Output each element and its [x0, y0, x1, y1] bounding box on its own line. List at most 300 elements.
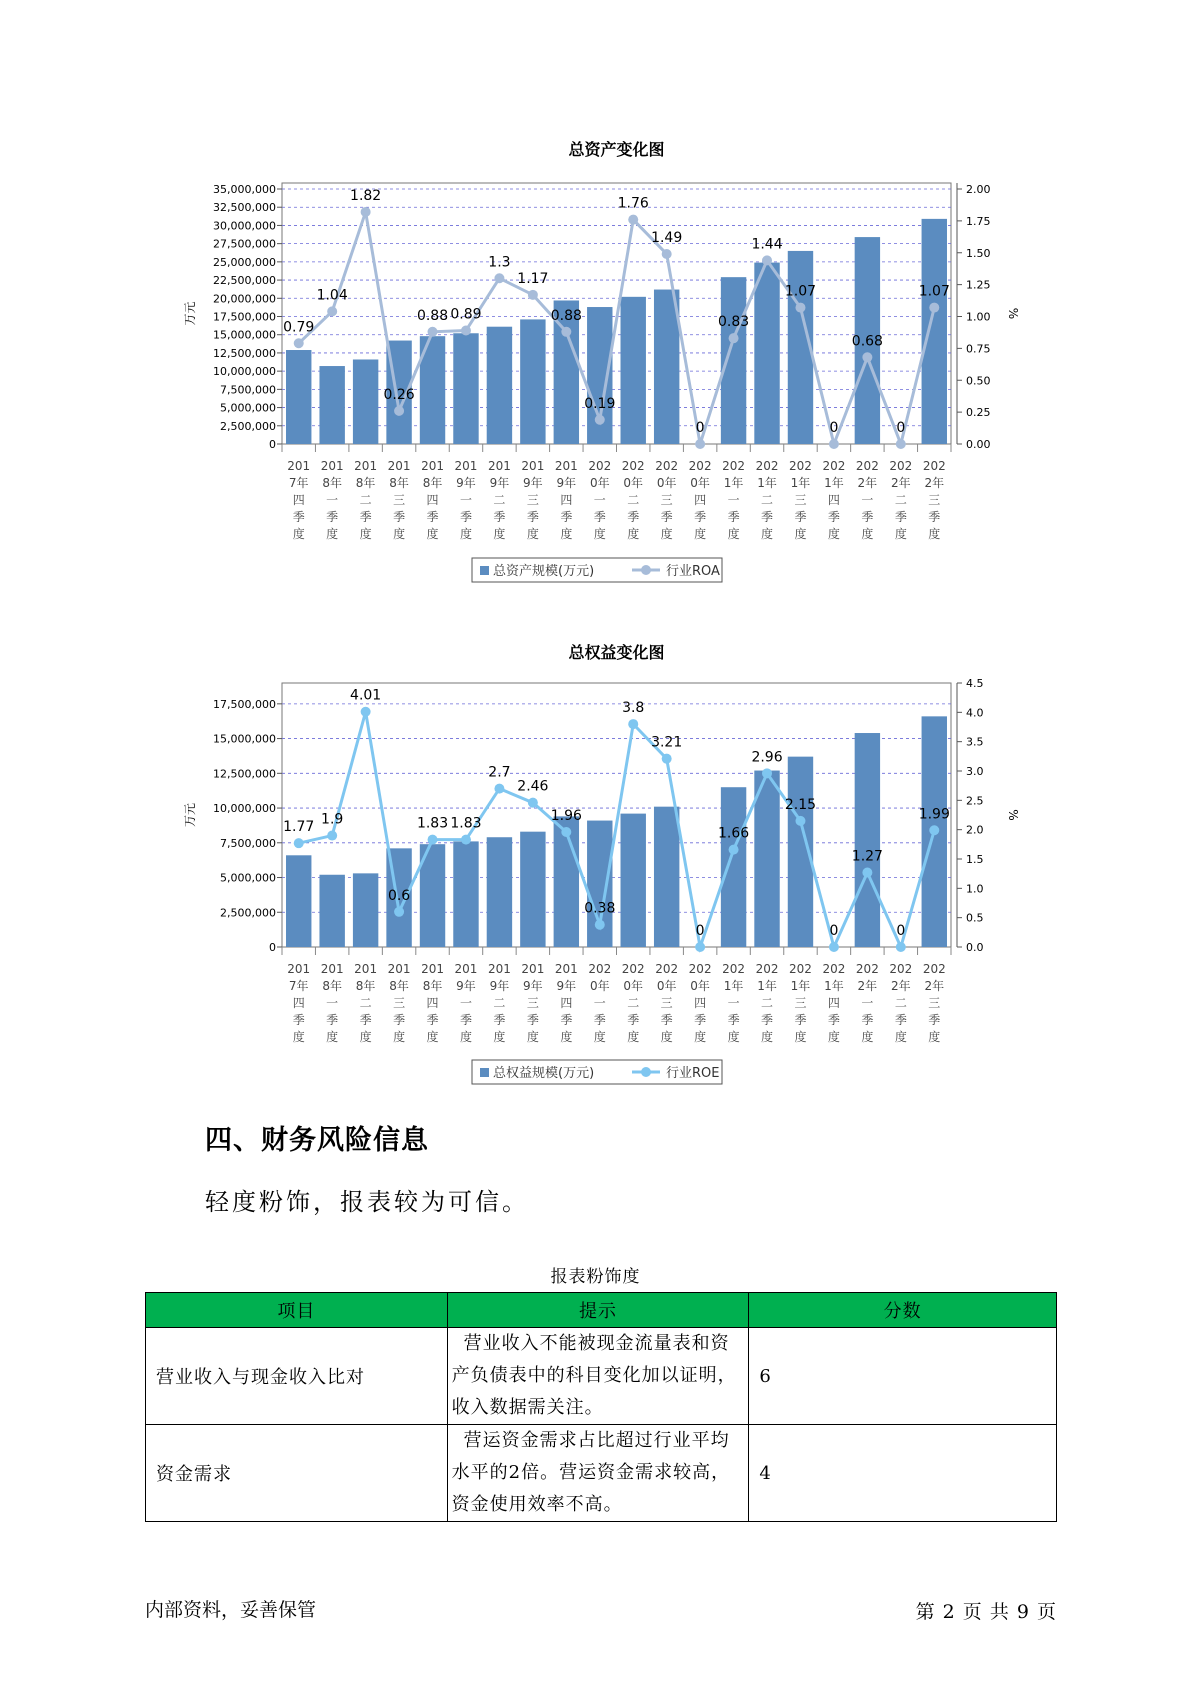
y-tick-label: 35,000,000: [213, 183, 276, 196]
point-label: 1.3: [488, 254, 511, 271]
x-tick-label: 季: [359, 510, 372, 524]
row-item: 营业收入与现金收入比对: [146, 1328, 448, 1425]
x-tick-label: 四: [694, 493, 707, 507]
x-tick-label: 201: [521, 962, 545, 976]
x-tick-label: 度: [827, 527, 840, 541]
x-tick-label: 二: [359, 493, 372, 507]
line-point: [862, 867, 872, 877]
x-tick-label: 202: [655, 459, 679, 473]
y2-tick-label: 1.0: [966, 882, 984, 896]
x-tick-label: 202: [855, 962, 879, 976]
point-label: 1.83: [450, 815, 482, 832]
x-tick-label: 9年: [456, 979, 476, 993]
y-tick-label: 7,500,000: [220, 383, 276, 397]
x-tick-label: 季: [493, 510, 506, 524]
x-tick-label: 1年: [723, 476, 744, 490]
x-tick-label: 9年: [456, 476, 476, 490]
x-tick-label: 1年: [757, 476, 777, 490]
x-tick-label: 度: [627, 527, 640, 541]
bar: [353, 873, 378, 947]
x-tick-label: 季: [794, 510, 807, 524]
x-tick-label: 2年: [924, 979, 945, 993]
x-tick-label: 三: [526, 996, 539, 1010]
line-point: [762, 255, 772, 265]
x-tick-label: 9年: [523, 476, 543, 490]
y-tick-label: 20,000,000: [213, 292, 276, 306]
y-tick-label: 7,500,000: [220, 836, 276, 850]
line-point: [628, 215, 638, 225]
line-point: [327, 306, 337, 316]
x-tick-label: 0年: [623, 476, 644, 490]
x-tick-label: 0年: [589, 979, 610, 993]
x-tick-label: 7年: [288, 979, 309, 993]
legend-line-label: 行业ROA: [666, 564, 720, 579]
x-tick-label: 季: [326, 1013, 339, 1027]
bar: [319, 366, 344, 444]
x-tick-label: 0年: [690, 476, 710, 490]
y-tick-label: 5,000,000: [220, 871, 276, 885]
bar: [487, 327, 512, 444]
x-tick-label: 四: [426, 996, 439, 1010]
x-tick-label: 0年: [656, 979, 677, 993]
x-tick-label: 202: [789, 459, 812, 473]
line-point: [762, 768, 772, 778]
bar: [621, 814, 646, 947]
row-item: 资金需求: [146, 1425, 448, 1522]
point-label: 1.77: [283, 819, 315, 836]
x-tick-label: 度: [526, 1030, 539, 1044]
x-tick-label: 三: [526, 493, 539, 507]
line-point: [729, 333, 739, 343]
x-tick-label: 度: [326, 527, 339, 541]
y-tick-label: 27,500,000: [213, 237, 276, 251]
x-tick-label: 2年: [924, 476, 945, 490]
x-tick-label: 201: [454, 459, 478, 473]
x-tick-label: 季: [827, 1013, 840, 1027]
bar: [855, 733, 880, 947]
x-tick-label: 0年: [690, 979, 710, 993]
row-hint: 营运资金需求占比超过行业平均水平的2倍。营运资金需求较高，资金使用效率不高。: [447, 1425, 749, 1522]
point-label: 0.88: [416, 307, 449, 324]
point-label: 1.44: [751, 236, 783, 253]
line-point: [829, 439, 839, 449]
x-tick-label: 三: [928, 493, 941, 507]
x-tick-label: 度: [526, 527, 539, 541]
bar: [520, 832, 545, 947]
section-heading: 四、财务风险信息: [205, 1125, 429, 1156]
y2-tick-label: 3.5: [966, 735, 984, 749]
line-point: [494, 273, 504, 283]
x-tick-label: 度: [928, 527, 941, 541]
x-tick-label: 201: [487, 962, 511, 976]
line-point: [561, 827, 571, 837]
x-tick-label: 季: [326, 510, 339, 524]
header-item: 项目: [146, 1293, 448, 1328]
x-tick-label: 度: [593, 1030, 606, 1044]
x-tick-label: 季: [627, 1013, 640, 1027]
x-tick-label: 202: [621, 962, 645, 976]
y-tick-label: 2,500,000: [220, 906, 276, 920]
x-tick-label: 8年: [322, 979, 342, 993]
point-label: 0.26: [383, 386, 415, 403]
point-label: 2.46: [517, 778, 549, 795]
line-point: [695, 439, 705, 449]
point-label: 2.7: [488, 764, 511, 781]
legend-bar-label: 总资产规模(万元): [493, 564, 595, 579]
x-tick-label: 201: [454, 962, 478, 976]
y2-tick-label: 0.75: [966, 342, 991, 356]
x-tick-label: 度: [359, 527, 372, 541]
x-tick-label: 季: [694, 510, 707, 524]
x-tick-label: 201: [421, 962, 444, 976]
x-tick-label: 8年: [355, 979, 376, 993]
y-tick-label: 22,500,000: [213, 274, 276, 288]
point-label: 1.99: [918, 806, 950, 823]
risk-summary-text: 轻度粉饰，报表较为可信。: [205, 1188, 529, 1216]
x-tick-label: 四: [560, 996, 573, 1010]
x-tick-label: 度: [292, 527, 305, 541]
x-tick-label: 季: [459, 510, 472, 524]
point-label: 1.07: [918, 283, 950, 300]
point-label: 4.01: [350, 687, 382, 704]
line-point: [595, 415, 605, 425]
x-tick-label: 季: [861, 510, 874, 524]
x-tick-label: 202: [588, 962, 612, 976]
x-tick-label: 季: [560, 510, 573, 524]
x-tick-label: 二: [493, 493, 506, 507]
x-tick-label: 9年: [489, 476, 510, 490]
point-label: 1.9: [321, 811, 344, 828]
x-tick-label: 二: [761, 493, 774, 507]
line-point: [729, 845, 739, 855]
x-tick-label: 季: [526, 1013, 539, 1027]
total-equity-chart-svg: [0, 628, 1191, 1098]
line-point: [896, 439, 906, 449]
x-tick-label: 202: [889, 962, 913, 976]
x-tick-label: 四: [292, 996, 305, 1010]
x-tick-label: 201: [320, 459, 344, 473]
y-tick-label: 2,500,000: [220, 419, 276, 433]
y-axis-title: 万元: [183, 802, 197, 828]
chart-title: 总资产变化图: [568, 140, 665, 159]
y2-tick-label: 0.0: [966, 941, 984, 954]
point-label: 2.15: [784, 796, 817, 813]
y-tick-label: 5,000,000: [220, 401, 276, 415]
x-tick-label: 季: [493, 1013, 506, 1027]
y2-tick-label: 4.0: [966, 706, 984, 720]
x-tick-label: 度: [761, 527, 774, 541]
chart-title: 总权益变化图: [568, 643, 665, 662]
x-tick-label: 度: [928, 1030, 941, 1044]
x-tick-label: 季: [393, 510, 406, 524]
x-tick-label: 度: [627, 1030, 640, 1044]
x-tick-label: 度: [727, 527, 740, 541]
x-tick-label: 一: [593, 996, 606, 1010]
line-point: [695, 942, 705, 952]
y-tick-label: 0: [269, 941, 276, 954]
x-tick-label: 202: [722, 962, 746, 976]
x-tick-label: 202: [855, 459, 879, 473]
x-tick-label: 一: [861, 493, 874, 507]
line-point: [862, 352, 872, 362]
x-tick-label: 度: [493, 527, 506, 541]
x-tick-label: 201: [521, 459, 545, 473]
x-tick-label: 度: [694, 1030, 707, 1044]
x-tick-label: 一: [727, 996, 740, 1010]
line-point: [528, 290, 538, 300]
line-point: [461, 835, 471, 845]
point-label: 0: [896, 420, 906, 436]
point-label: 0: [829, 420, 839, 436]
x-tick-label: 度: [827, 1030, 840, 1044]
y2-tick-label: 1.25: [966, 278, 991, 292]
point-label: 1.76: [617, 195, 649, 212]
x-tick-label: 季: [827, 510, 840, 524]
row-score: 4: [749, 1425, 1057, 1522]
x-tick-label: 季: [928, 510, 941, 524]
x-tick-label: 季: [627, 510, 640, 524]
x-tick-label: 三: [660, 493, 673, 507]
y-tick-label: 25,000,000: [213, 255, 276, 269]
point-label: 0.6: [387, 887, 411, 904]
x-tick-label: 9年: [556, 979, 577, 993]
x-tick-label: 202: [889, 459, 913, 473]
x-tick-label: 9年: [489, 979, 510, 993]
point-label: 0: [896, 923, 906, 939]
y2-tick-label: 2.5: [966, 794, 984, 808]
x-tick-label: 0年: [623, 979, 644, 993]
y2-tick-label: 2.0: [966, 823, 984, 837]
x-tick-label: 201: [554, 962, 578, 976]
x-tick-label: 201: [320, 962, 344, 976]
x-tick-label: 季: [660, 1013, 673, 1027]
bar: [487, 837, 512, 947]
x-tick-label: 度: [660, 1030, 673, 1044]
line-point: [829, 942, 839, 952]
x-tick-label: 二: [359, 996, 372, 1010]
point-label: 2.96: [751, 749, 783, 766]
x-tick-label: 度: [459, 527, 472, 541]
x-tick-label: 季: [761, 1013, 774, 1027]
risk-table: [145, 1292, 1057, 1522]
x-tick-label: 季: [526, 510, 539, 524]
x-tick-label: 度: [593, 527, 606, 541]
x-tick-label: 度: [861, 527, 874, 541]
x-tick-label: 三: [393, 493, 406, 507]
x-tick-label: 季: [861, 1013, 874, 1027]
x-tick-label: 一: [459, 493, 472, 507]
x-tick-label: 度: [292, 1030, 305, 1044]
x-tick-label: 8年: [422, 476, 443, 490]
line-point: [294, 338, 304, 348]
x-tick-label: 202: [588, 459, 612, 473]
legend-bar-swatch: [480, 1068, 489, 1077]
x-tick-label: 1年: [790, 476, 811, 490]
x-tick-label: 度: [426, 1030, 439, 1044]
x-tick-label: 季: [426, 510, 439, 524]
row-score: 6: [749, 1328, 1057, 1425]
x-tick-label: 1年: [757, 979, 777, 993]
point-label: 0.89: [450, 306, 482, 323]
x-tick-label: 季: [359, 1013, 372, 1027]
line-point: [929, 303, 939, 313]
x-tick-label: 201: [554, 459, 578, 473]
point-label: 1.17: [517, 270, 549, 287]
header-hint: 提示: [447, 1293, 749, 1328]
x-tick-label: 201: [387, 962, 411, 976]
legend-line-marker: [641, 1067, 651, 1077]
x-tick-label: 四: [292, 493, 305, 507]
x-tick-label: 201: [287, 962, 311, 976]
y2-tick-label: 2.00: [966, 183, 991, 196]
x-tick-label: 201: [421, 459, 444, 473]
line-point: [795, 303, 805, 313]
bar: [319, 875, 344, 947]
x-tick-label: 季: [660, 510, 673, 524]
point-label: 0: [695, 923, 705, 939]
footer-page-number: 第 2 页 共 9 页: [915, 1601, 1057, 1623]
x-tick-label: 0年: [656, 476, 677, 490]
x-tick-label: 一: [593, 493, 606, 507]
header-score: 分数: [749, 1293, 1057, 1328]
x-tick-label: 201: [487, 459, 511, 473]
footer-confidential: 内部资料，妥善保管: [145, 1599, 317, 1621]
x-tick-label: 四: [827, 996, 840, 1010]
x-tick-label: 1年: [723, 979, 744, 993]
x-tick-label: 度: [393, 527, 406, 541]
x-tick-label: 202: [822, 459, 846, 473]
line-point: [561, 327, 571, 337]
x-tick-label: 四: [426, 493, 439, 507]
x-tick-label: 一: [326, 493, 339, 507]
x-tick-label: 度: [727, 1030, 740, 1044]
y2-axis-title: %: [1006, 809, 1020, 821]
point-label: 3.8: [622, 700, 645, 717]
x-tick-label: 季: [794, 1013, 807, 1027]
x-tick-label: 202: [822, 962, 846, 976]
point-label: 0.79: [283, 319, 315, 336]
x-tick-label: 度: [794, 1030, 807, 1044]
point-label: 3.21: [651, 734, 683, 751]
line-point: [394, 406, 404, 416]
x-tick-label: 8年: [389, 476, 409, 490]
y2-axis-title: %: [1006, 307, 1020, 320]
x-tick-label: 一: [861, 996, 874, 1010]
x-tick-label: 8年: [389, 979, 409, 993]
x-tick-label: 三: [928, 996, 941, 1010]
x-tick-label: 度: [894, 527, 907, 541]
point-label: 0.88: [550, 307, 582, 324]
total-assets-chart: [0, 130, 1191, 600]
bar: [520, 319, 545, 444]
x-tick-label: 2年: [857, 979, 878, 993]
x-tick-label: 季: [727, 510, 740, 524]
row-hint: 营业收入不能被现金流量表和资产负债表中的科目变化加以证明，收入数据需关注。: [447, 1328, 749, 1425]
x-tick-label: 度: [393, 1030, 406, 1044]
legend-line-marker: [641, 565, 651, 575]
x-tick-label: 二: [894, 996, 907, 1010]
legend-bar-label: 总权益规模(万元): [493, 1066, 595, 1081]
table-row: [146, 1425, 1057, 1522]
point-label: 0.83: [717, 314, 750, 331]
x-tick-label: 202: [722, 459, 746, 473]
x-tick-label: 季: [459, 1013, 472, 1027]
point-label: 0.68: [851, 333, 883, 350]
x-tick-label: 季: [894, 1013, 907, 1027]
y-tick-label: 32,500,000: [213, 201, 276, 215]
x-tick-label: 季: [928, 1013, 941, 1027]
x-tick-label: 二: [493, 996, 506, 1010]
y2-tick-label: 0.5: [966, 911, 984, 925]
x-tick-label: 度: [459, 1030, 472, 1044]
table-header-row: [146, 1293, 1057, 1328]
point-label: 1.83: [416, 815, 449, 832]
line-point: [361, 707, 371, 717]
line-point: [929, 825, 939, 835]
x-tick-label: 二: [627, 493, 640, 507]
x-tick-label: 季: [560, 1013, 573, 1027]
x-tick-label: 度: [359, 1030, 372, 1044]
x-tick-label: 度: [326, 1030, 339, 1044]
y2-tick-label: 1.50: [966, 246, 991, 260]
line-point: [428, 835, 438, 845]
x-tick-label: 8年: [355, 476, 376, 490]
bar: [721, 277, 746, 444]
y-tick-label: 10,000,000: [213, 802, 276, 816]
x-tick-label: 9年: [523, 979, 543, 993]
x-tick-label: 四: [827, 493, 840, 507]
bar: [453, 841, 478, 947]
y-tick-label: 12,500,000: [213, 346, 276, 360]
x-tick-label: 三: [794, 493, 807, 507]
x-tick-label: 8年: [422, 979, 443, 993]
x-tick-label: 2年: [857, 476, 878, 490]
x-tick-label: 2年: [891, 476, 911, 490]
point-label: 0.19: [584, 395, 616, 412]
x-tick-label: 9年: [556, 476, 577, 490]
point-label: 1.04: [316, 287, 348, 304]
x-tick-label: 季: [426, 1013, 439, 1027]
bar: [453, 333, 478, 444]
x-tick-label: 季: [292, 510, 305, 524]
y-tick-label: 17,500,000: [213, 310, 276, 324]
y-tick-label: 10,000,000: [213, 365, 276, 379]
y-tick-label: 15,000,000: [213, 328, 276, 342]
point-label: 1.07: [784, 283, 817, 300]
x-tick-label: 度: [761, 1030, 774, 1044]
x-tick-label: 度: [560, 1030, 573, 1044]
x-tick-label: 一: [727, 493, 740, 507]
y-tick-label: 17,500,000: [213, 697, 276, 711]
x-tick-label: 季: [593, 1013, 606, 1027]
line-point: [294, 838, 304, 848]
table-caption: 报表粉饰度: [550, 1267, 641, 1287]
x-tick-label: 201: [287, 459, 311, 473]
line-point: [327, 831, 337, 841]
y2-tick-label: 3.0: [966, 765, 984, 778]
x-tick-label: 202: [755, 459, 779, 473]
x-tick-label: 三: [794, 996, 807, 1010]
x-tick-label: 季: [761, 510, 774, 524]
line-point: [494, 784, 504, 794]
bar: [286, 855, 311, 947]
x-tick-label: 度: [560, 527, 573, 541]
total-assets-chart-svg: [0, 130, 1191, 600]
x-tick-label: 度: [794, 527, 807, 541]
y-tick-label: 15,000,000: [213, 732, 276, 746]
bar: [353, 359, 378, 444]
line-point: [394, 907, 404, 917]
